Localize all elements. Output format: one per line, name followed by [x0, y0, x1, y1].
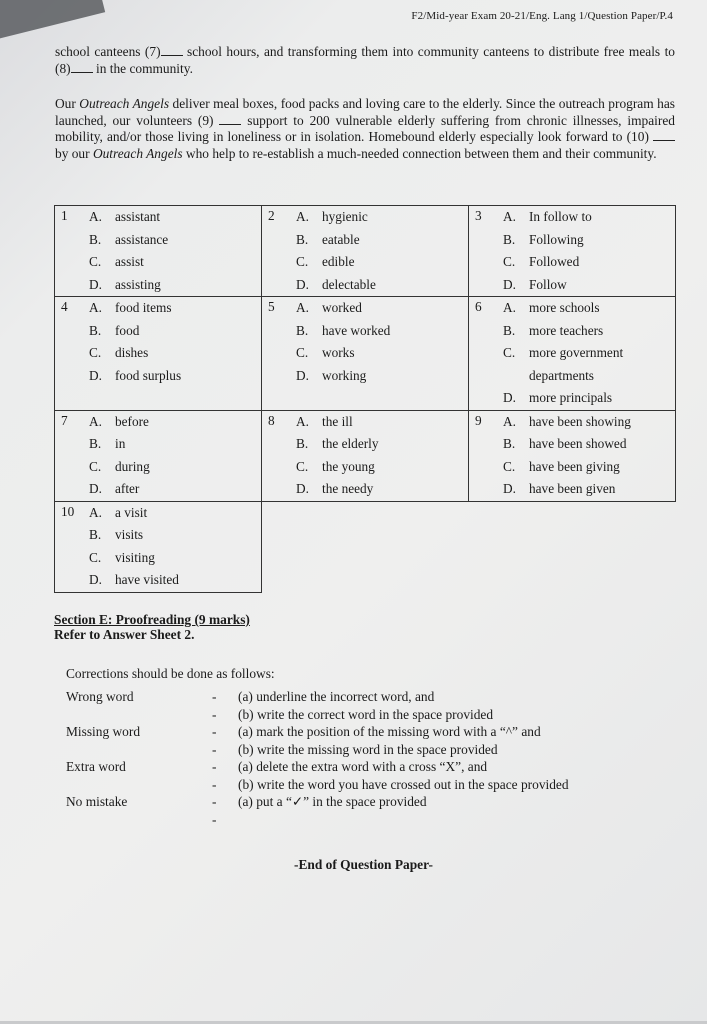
option-row [262, 478, 464, 501]
option-letter: A. [296, 209, 309, 224]
option-row [55, 320, 257, 343]
rule-lines [238, 723, 658, 758]
question-cell [262, 410, 469, 501]
question-number: 4 [61, 299, 68, 314]
question-number: 3 [475, 208, 482, 223]
option-row [55, 342, 257, 365]
question-cell [469, 206, 676, 297]
option-row [55, 297, 257, 320]
option-letter: A. [89, 209, 102, 224]
option-row [469, 478, 671, 501]
rule-lines [238, 793, 658, 811]
option-letter: C. [89, 254, 102, 269]
passage-paragraph-2: Our Outreach Angels deliver meal boxes, food packs and loving care to the elderly. Since the outreach program has launched, our volunteers (9) support to 200 vulnerable elderly suffering from chronic illnesses, impaired mobility, and/or those living in loneliness or in isolation. Homebound elderly especially look forward to (10) by our Outreach Angels who help to re-establish a much-needed connection between them and their community. [55, 96, 675, 161]
option-text: eatable [322, 231, 360, 247]
option-letter: A. [296, 300, 309, 315]
rule-lines [238, 758, 658, 793]
option-row [469, 387, 671, 410]
option-row [262, 342, 464, 365]
rule-line: (a) mark the position of the missing word with a “^” and [238, 724, 541, 739]
option-text: more principals [529, 390, 613, 405]
option-text: food surplus [115, 367, 182, 383]
rule-line: (b) write the correct word in the space provided [238, 706, 494, 722]
option-row [469, 320, 671, 343]
option-letter: B. [89, 436, 102, 451]
option-text: during [115, 458, 150, 474]
option-text: food items [115, 300, 172, 315]
option-letter: B. [503, 322, 516, 338]
options-table [54, 205, 676, 593]
rule-label: Extra word [66, 759, 126, 774]
option-letter: C. [89, 458, 102, 474]
question-cell [55, 206, 262, 297]
option-text: the needy [322, 481, 374, 496]
option-letter: C. [89, 345, 102, 360]
option-text: food [115, 322, 140, 338]
option-row [262, 297, 464, 320]
option-row [55, 411, 257, 434]
option-text: Following [529, 231, 584, 247]
instructions-intro: Corrections should be done as follows: [66, 666, 275, 681]
option-letter: D. [89, 481, 102, 496]
option-row [55, 524, 257, 547]
question-number: 5 [268, 299, 275, 314]
option-row [262, 365, 464, 388]
rule-line: (b) write the missing word in the space provided [238, 741, 498, 757]
option-letter: D. [89, 367, 102, 383]
rule-line: (a) underline the incorrect word, and [238, 689, 435, 704]
option-letter: A. [503, 209, 516, 224]
option-text: more teachers [529, 322, 604, 338]
rule-label: No mistake [66, 794, 128, 809]
rule-dash: -- [212, 689, 217, 722]
rule-line: (b) write the word you have crossed out in the space provided [238, 776, 569, 792]
rule-line: (a) delete the extra word with a cross “X”, and [238, 759, 488, 774]
option-letter: B. [89, 527, 102, 542]
option-row [55, 478, 257, 501]
option-text: have been showed [529, 436, 627, 451]
option-text: assist [115, 254, 144, 269]
option-letter: D. [296, 367, 309, 383]
rule-lines [238, 688, 658, 723]
option-letter: B. [89, 231, 102, 247]
option-text: after [115, 481, 140, 496]
rule-dash: -- [212, 724, 217, 757]
option-letter: C. [89, 549, 102, 565]
option-row [469, 433, 671, 456]
blank-10 [653, 129, 675, 141]
option-text: have been showing [529, 413, 631, 429]
option-text: before [115, 413, 149, 429]
option-row [469, 229, 671, 252]
option-letter: C. [296, 458, 309, 474]
option-letter: C. [503, 345, 516, 360]
option-row [262, 251, 464, 274]
option-letter: A. [89, 300, 102, 315]
option-text: visiting [115, 549, 155, 565]
blank-7 [161, 44, 183, 56]
question-number: 10 [61, 503, 75, 519]
question-number: 8 [268, 412, 275, 428]
option-row [262, 411, 464, 434]
option-letter: B. [296, 436, 309, 451]
option-text: hygienic [322, 209, 368, 224]
option-letter: A. [296, 413, 309, 429]
option-row [55, 569, 257, 592]
option-row [262, 206, 464, 229]
option-row [55, 433, 257, 456]
option-row [55, 274, 257, 297]
blank-9 [219, 113, 241, 125]
rule-dash: -- [212, 759, 217, 792]
option-text: assistance [115, 231, 169, 247]
question-number: 9 [475, 412, 482, 428]
option-letter: B. [503, 231, 516, 247]
option-letter: B. [296, 231, 309, 247]
option-letter: A. [503, 300, 516, 315]
rule-label: Missing word [66, 724, 141, 739]
question-cell [55, 297, 262, 411]
option-text: the elderly [322, 436, 379, 451]
option-letter: A. [89, 413, 102, 429]
question-number: 1 [61, 208, 68, 223]
option-letter: D. [296, 276, 309, 292]
option-letter: B. [503, 436, 516, 451]
option-row [262, 320, 464, 343]
option-text: have been giving [529, 458, 620, 474]
option-letter: D. [503, 481, 516, 496]
option-letter: C. [503, 254, 516, 269]
scan-shadow [0, 0, 105, 46]
option-row [55, 456, 257, 479]
question-number: 6 [475, 299, 482, 314]
option-text: delectable [322, 276, 376, 292]
question-cell [262, 297, 469, 411]
option-row [55, 547, 257, 570]
question-number: 2 [268, 208, 275, 223]
question-cell [262, 206, 469, 297]
option-text: assistant [115, 209, 161, 224]
option-letter: D. [296, 481, 309, 496]
option-text: have been given [529, 481, 616, 496]
question-cell [469, 410, 676, 501]
option-text: Follow [529, 276, 567, 292]
option-letter: C. [296, 254, 309, 269]
option-text: assisting [115, 276, 161, 292]
question-number: 7 [61, 412, 68, 428]
option-letter: C. [503, 458, 516, 474]
option-text: more schools [529, 300, 600, 315]
option-letter: A. [503, 413, 516, 429]
end-of-paper: -End of Question Paper- [294, 857, 433, 872]
section-title: Section E: Proofreading (9 marks) [54, 612, 250, 627]
blank-8 [71, 61, 93, 73]
option-text: works [322, 345, 355, 360]
option-text: visits [115, 527, 144, 542]
option-row [55, 206, 257, 229]
option-row [469, 342, 671, 387]
option-letter: A. [89, 504, 102, 520]
option-row [469, 251, 671, 274]
option-letter: D. [89, 276, 102, 292]
option-row [469, 411, 671, 434]
option-row [55, 502, 257, 525]
empty-cell [469, 501, 676, 592]
option-text: the young [322, 458, 375, 474]
page-header: F2/Mid-year Exam 20-21/Eng. Lang 1/Question Paper/P.4 [411, 10, 673, 22]
rule-line: (a) put a “✓” in the space provided [238, 794, 427, 809]
option-letter: D. [503, 390, 516, 405]
rule-dash: -- [212, 794, 217, 827]
option-text: in [115, 436, 126, 451]
option-text: working [322, 367, 367, 383]
option-text: worked [322, 300, 362, 315]
option-text: Followed [529, 254, 580, 269]
option-text: dishes [115, 345, 149, 360]
option-text: In follow to [529, 209, 592, 224]
option-text: a visit [115, 504, 148, 520]
empty-cell [262, 501, 469, 592]
passage-paragraph-1: school canteens (7) school hours, and transforming them into community canteens to distribute free meals to (8) in the community. [55, 44, 675, 76]
option-letter: D. [89, 572, 102, 587]
question-cell [55, 410, 262, 501]
option-text: have visited [115, 572, 179, 587]
option-row [469, 297, 671, 320]
option-text: have worked [322, 322, 391, 338]
option-row [262, 456, 464, 479]
rule-label: Wrong word [66, 689, 134, 704]
option-letter: B. [296, 322, 309, 338]
question-cell [55, 501, 262, 592]
option-row [55, 365, 257, 388]
option-row [55, 251, 257, 274]
section-subtitle: Refer to Answer Sheet 2. [54, 627, 195, 642]
option-letter: D. [503, 276, 516, 292]
option-row [262, 229, 464, 252]
option-text: the ill [322, 413, 353, 429]
option-row [469, 456, 671, 479]
question-cell [469, 297, 676, 411]
option-row [469, 274, 671, 297]
option-text: more government departments [529, 345, 624, 383]
option-row [55, 229, 257, 252]
option-row [469, 206, 671, 229]
option-row [262, 433, 464, 456]
option-letter: B. [89, 322, 102, 338]
option-letter: C. [296, 345, 309, 360]
option-text: edible [322, 254, 355, 269]
option-row [262, 274, 464, 297]
